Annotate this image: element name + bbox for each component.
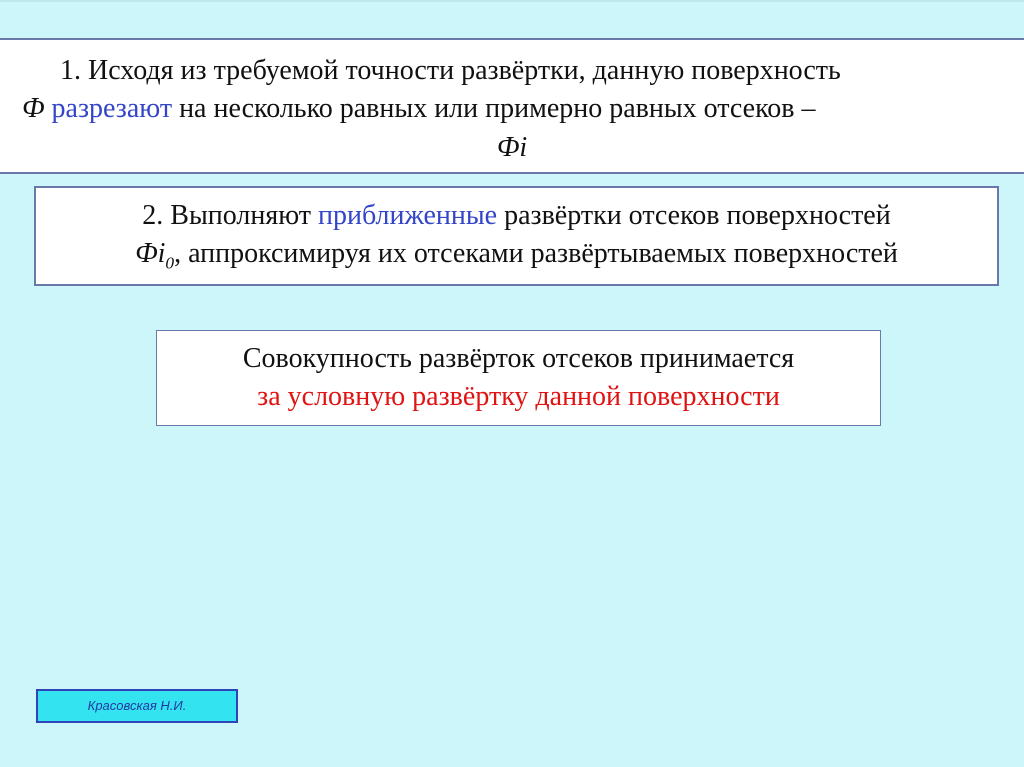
step1-highlight: разрезают <box>51 93 173 124</box>
step1-symbol: Ф <box>22 93 45 124</box>
step2-subscript: 0 <box>165 253 175 273</box>
step2-rest: развёртки отсеков поверхностей <box>504 200 891 231</box>
conclusion-box <box>156 330 881 426</box>
step1-line2-rest: на несколько равных или примерно равных отсеков – <box>179 93 816 124</box>
step1-line1: 1. Исходя из требуемой точности развёртки, данную поверхность <box>60 55 841 86</box>
step2-symbol: Фi <box>135 238 166 269</box>
step1-line2 <box>22 90 816 128</box>
step2-line1 <box>36 197 997 235</box>
slide-top-edge <box>0 0 1024 2</box>
step1-line3-symbol: Фi <box>496 132 528 163</box>
step2-box <box>34 186 999 286</box>
step2-line2 <box>36 235 997 283</box>
step1-box <box>0 38 1024 174</box>
step2-prefix: 2. Выполняют <box>142 200 311 231</box>
author-label: Красовская Н.И. <box>36 689 238 723</box>
conclusion-line1: Совокупность развёрток отсеков принимается <box>242 343 795 374</box>
step2-tail: , аппроксимируя их отсеками развёртываемых поверхностей <box>174 238 898 269</box>
step2-highlight: приближенные <box>318 200 498 231</box>
conclusion-line2: за условную развёртку данной поверхности <box>257 381 780 412</box>
